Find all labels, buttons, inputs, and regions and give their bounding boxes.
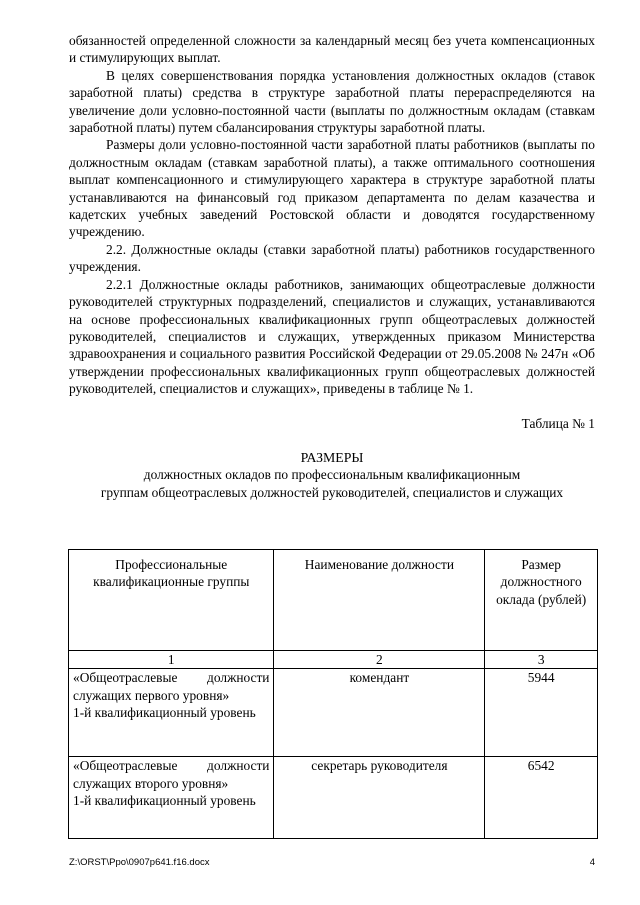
table-subheading-line-1: должностных окладов по профессиональным квалификационным	[143, 467, 521, 483]
paragraph-section-2-2-1: 2.2.1 Должностные оклады работников, занимающих общеотраслевые должности руководителей структурных подразделений, специалистов и служащих, устанавливаются на основе профессиональных квалификационных групп общеотраслевых должностей руководителей, специалистов и служащих, утвержденных приказом Министерства здравоохранения и социального развития Российской Федерации от 29.05.2008 № 247н «Об утверждении профессиональных квалификационных групп общеотраслевых должностей руководителей, специалистов и служащих», приведены в таблице № 1.	[69, 276, 595, 397]
paragraph-salary-share: Размеры доли условно-постоянной части заработной платы работников (выплаты по должностным окладам (ставкам заработной платы), а также оптимального соотношения выплат компенсационного и стимулирующего характера в структуре заработной платы устанавливаются на финансовый год приказом департамента по делам казачества и кадетских учебных заведений Ростовской области и доводятся государственному учреждению.	[69, 137, 595, 240]
salary-table	[68, 549, 598, 839]
paragraph-section-2-2: 2.2. Должностные оклады (ставки заработной платы) работников государственного учреждения.	[69, 241, 595, 275]
document-body	[69, 32, 595, 501]
table-header-row	[69, 550, 598, 651]
column-number-2: 2	[274, 651, 485, 669]
table-heading: РАЗМЕРЫ	[300, 449, 364, 465]
qualification-group-cell	[69, 669, 274, 757]
header-salary-size: Размер должностного оклада (рублей)	[485, 550, 598, 651]
table-label: Таблица № 1	[521, 415, 595, 431]
table-row	[69, 757, 598, 839]
column-number-1: 1	[69, 651, 274, 669]
qualification-level: 1-й квалификационный уровень	[73, 705, 256, 721]
page-number: 4	[589, 857, 595, 868]
table-row	[69, 669, 598, 757]
qualification-level: 1-й квалификационный уровень	[73, 793, 256, 809]
salary-value: 6542	[485, 757, 598, 839]
header-qualification-groups: Профессиональные квалификационные группы	[69, 550, 274, 651]
paragraph-salary-structure: В целях совершенствования порядка установления должностных окладов (ставок заработной платы) средства в структуре заработной платы перераспределяются на увеличение доли условно-постоянной части (выплаты по должностным окладам (ставкам заработной платы) путем сбалансирования структуры заработной платы.	[69, 67, 595, 136]
file-path: Z:\ORST\Ppo\0907p641.f16.docx	[69, 857, 210, 868]
salary-value: 5944	[485, 669, 598, 757]
qualification-group: «Общеотраслевые должности служащих первого уровня»	[73, 670, 270, 703]
table-subheading-line-2: группам общеотраслевых должностей руководителей, специалистов и служащих	[100, 484, 564, 500]
table-number-row	[69, 651, 598, 669]
position-name: секретарь руководителя	[274, 757, 485, 839]
header-position-name: Наименование должности	[274, 550, 485, 651]
column-number-3: 3	[485, 651, 598, 669]
qualification-group-cell	[69, 757, 274, 839]
paragraph-continuation: обязанностей определенной сложности за календарный месяц без учета компенсационных и стимулирующих выплат.	[69, 33, 595, 66]
position-name: комендант	[274, 669, 485, 757]
qualification-group: «Общеотраслевые должности служащих второго уровня»	[73, 758, 270, 791]
